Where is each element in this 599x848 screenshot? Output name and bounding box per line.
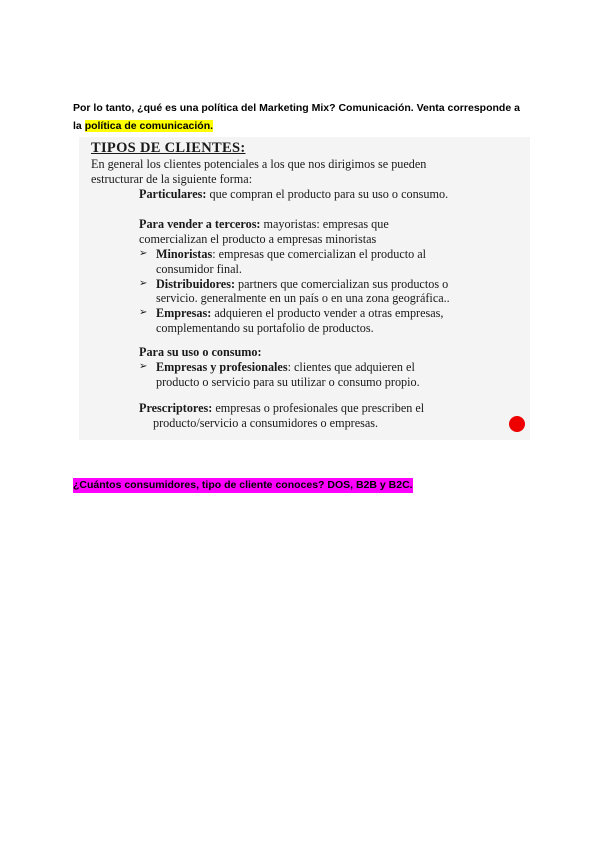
bullet-text-line2: consumidor final. — [156, 261, 242, 276]
intro-paragraph — [73, 99, 543, 135]
bullet-text-line1: partners que comercializan sus productos o — [235, 276, 449, 291]
intro-line1: Por lo tanto, ¿qué es una política del Marketing Mix? Comunicación. Venta corresponde a — [73, 102, 520, 114]
uso-consumo-block — [139, 345, 524, 389]
arrow-bullet-icon: ➢ — [139, 248, 148, 259]
particulares-block — [139, 187, 524, 202]
question-paragraph: ¿Cuántos consumidores, tipo de cliente conoces? DOS, B2B y B2C. — [73, 479, 413, 491]
clipping-intro — [91, 157, 521, 187]
bullet-item-empresas — [139, 306, 527, 336]
bullet-text-line1: : empresas que comercializan el producto al — [212, 247, 427, 261]
bullet-text-line1: : clientes que adquieren el — [287, 359, 415, 374]
prescriptores-label: Prescriptores: — [139, 401, 213, 415]
particulares-text: que compran el producto para su uso o consumo. — [209, 187, 449, 201]
terceros-label: Para vender a terceros: — [139, 217, 261, 231]
bullet-item-distribuidores — [139, 277, 527, 307]
pasted-image-tipos-de-clientes — [79, 137, 530, 440]
bullet-item-minoristas — [139, 247, 527, 277]
intro-line2-prefix: la — [73, 120, 85, 132]
prescriptores-block — [139, 401, 527, 431]
intro-text-line1: En general los clientes potenciales a los que nos dirigimos se pueden — [91, 157, 427, 171]
prescriptores-line2: producto/servicio a consumidores o empresas. — [153, 415, 379, 430]
bullet-text-line2: producto o servicio para su utilizar o consumo propio. — [156, 374, 420, 389]
terceros-text-line2: comercializan el producto a empresas minoristas — [139, 231, 377, 246]
intro-text-line2: estructurar de la siguiente forma: — [91, 171, 253, 186]
arrow-bullet-icon: ➢ — [139, 360, 148, 372]
bullet-label: Minoristas — [156, 247, 213, 261]
bullet-label: Empresas y profesionales — [156, 359, 288, 374]
red-dot-marker — [509, 416, 525, 432]
particulares-label: Particulares: — [139, 187, 207, 201]
bullet-label: Distribuidores: — [156, 276, 235, 291]
bullet-label: Empresas: — [156, 306, 212, 321]
bullet-text-line1: adquieren el producto vender a otras empresas, — [211, 306, 444, 321]
bullet-list-terceros — [139, 247, 527, 336]
uso-heading: Para su uso o consumo: — [139, 345, 262, 359]
terceros-text-line1: mayoristas: empresas que — [263, 217, 389, 231]
bullet-text-line2: complementando su portafolio de productos. — [156, 320, 374, 335]
prescriptores-line1: empresas o profesionales que prescriben el — [212, 401, 425, 415]
arrow-bullet-icon: ➢ — [139, 307, 148, 319]
bullet-text-line2: servicio. generalmente en un país o en una zona geográfica.. — [156, 291, 450, 306]
bullet-item-empresas-profesionales — [139, 360, 524, 390]
yellow-highlight-text: política de comunicación. — [84, 120, 214, 132]
clipping-title: TIPOS DE CLIENTES: — [91, 140, 246, 156]
arrow-bullet-icon: ➢ — [139, 277, 148, 289]
terceros-block — [139, 217, 524, 247]
